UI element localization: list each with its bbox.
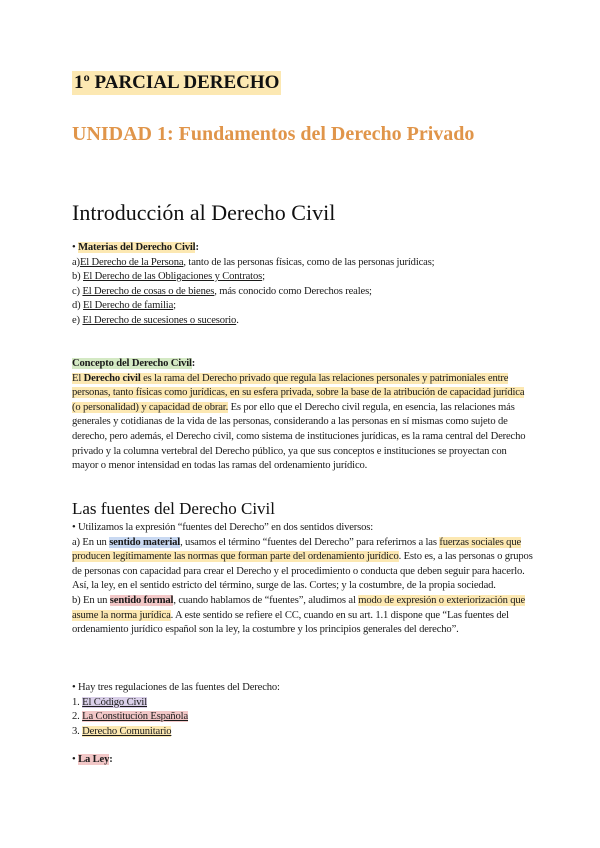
ley-section xyxy=(72,753,534,768)
ley-heading-line: • La Ley: xyxy=(72,754,113,765)
list-item: 3. Derecho Comunitario xyxy=(72,725,172,737)
ley-heading: La Ley xyxy=(78,754,110,765)
fuentes-intro: • Utilizamos la expresión “fuentes del Derecho” en dos sentidos diversos: xyxy=(72,522,374,533)
regulaciones-section xyxy=(72,681,534,739)
link-derecho-obligaciones[interactable]: El Derecho de las Obligaciones y Contratos xyxy=(83,271,263,283)
link-codigo-civil[interactable]: El Código Civil xyxy=(82,696,148,708)
concepto-heading-line: Concepto del Derecho Civil: xyxy=(72,358,196,369)
fuentes-section xyxy=(72,521,534,638)
bullet: • xyxy=(72,242,76,253)
materias-heading-line xyxy=(72,241,534,256)
concepto-paragraph: El Derecho civil es la rama del Derecho privado que regula las relaciones personales y patrimoniales entre personas, tanto físicas como jurídicas, en su esfera privada, sobre la base de la atribución de capacidad jurídica (o personalidad) y capacidad de obrar. Es por ello que el Derecho civil regula, en esencia, las relaciones más generales y cotidianas de la vida de las personas, considerando a las personas en sí mismas como sujeto de derecho, pero además, el Derecho civil, como sistema de instituciones jurídicas, es la rama central del Derecho privado y la columna vertebral del Derecho público, ya que sus conceptos e instituciones se proyectan con mayor o menor intensidad en todas las ramas del ordenamiento jurídico. xyxy=(72,372,526,472)
materias-heading: Materias del Derecho Civil xyxy=(78,242,196,253)
materias-section xyxy=(72,241,534,329)
link-derecho-familia[interactable]: El Derecho de familia xyxy=(83,300,174,312)
list-item: b) El Derecho de las Obligaciones y Contratos; xyxy=(72,271,265,283)
link-derecho-sucesiones[interactable]: El Derecho de sucesiones o sucesorio xyxy=(82,314,237,326)
link-derecho-comunitario[interactable]: Derecho Comunitario xyxy=(82,725,172,737)
concepto-heading: Concepto del Derecho Civil xyxy=(72,358,192,369)
list-item: c) El Derecho de cosas o de bienes, más conocido como Derechos reales; xyxy=(72,285,372,297)
list-item: 2. La Constitución Española xyxy=(72,711,189,723)
list-item: a)El Derecho de la Persona, tanto de las personas físicas, como de las personas jurídicas; xyxy=(72,256,435,268)
colon: : xyxy=(195,242,199,253)
concepto-section xyxy=(72,357,534,474)
list-item: e) El Derecho de sucesiones o sucesorio. xyxy=(72,314,239,326)
unit-title: UNIDAD 1: Fundamentos del Derecho Privado xyxy=(72,123,475,145)
link-derecho-cosas[interactable]: El Derecho de cosas o de bienes xyxy=(82,285,215,297)
regulaciones-intro: • Hay tres regulaciones de las fuentes del Derecho: xyxy=(72,682,280,693)
list-item: 1. El Código Civil xyxy=(72,696,148,708)
link-constitucion[interactable]: La Constitución Española xyxy=(82,711,189,723)
fuentes-heading: Las fuentes del Derecho Civil xyxy=(72,499,275,518)
link-derecho-persona[interactable]: El Derecho de la Persona xyxy=(79,256,184,268)
fuentes-material: a) En un sentido material, usamos el término “fuentes del Derecho” para referirnos a las fuerzas sociales que producen legítimamente las normas que forman parte del ordenamiento jurídico. Esto es, a las personas o grupos de personas con capacidad para crear el Derecho y el procedimiento o conducta que deben seguir para hacerlo. Así, la ley, en el sentido estricto del término, surge de las. Cortes; y la costumbre, de la propia sociedad. xyxy=(72,536,533,592)
intro-heading: Introducción al Derecho Civil xyxy=(72,200,336,225)
fuentes-formal: b) En un sentido formal, cuando hablamos de “fuentes”, aludimos al modo de expresión o exteriorización que asume la norma jurídica. A este sentido se refiere el CC, cuando en su art. 1.1 dispone que “Las fuentes del ordenamiento jurídico español son la ley, la costumbre y los principios generales del derecho”. xyxy=(72,594,526,636)
document-title: 1º PARCIAL DERECHO xyxy=(74,72,280,93)
list-item: d) El Derecho de familia; xyxy=(72,300,176,312)
